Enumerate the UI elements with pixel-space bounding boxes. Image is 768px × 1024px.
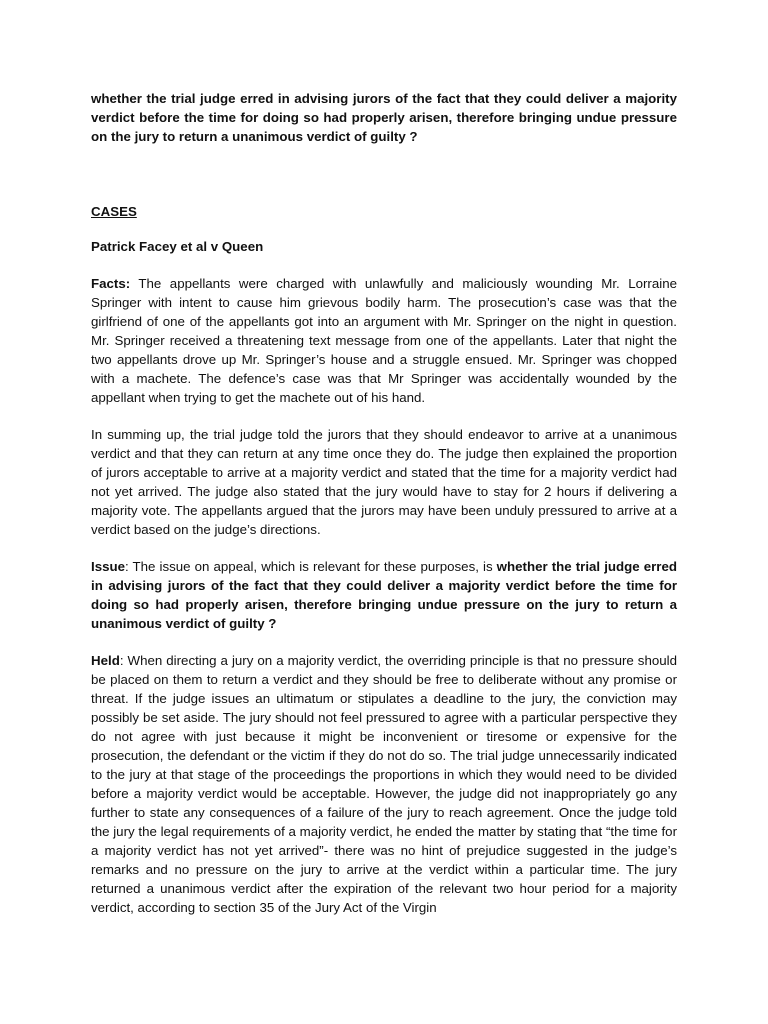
section-heading-cases: CASES: [91, 204, 137, 219]
facts-paragraph: [91, 274, 677, 407]
summing-up-paragraph: In summing up, the trial judge told the jurors that they should endeavor to arrive at a unanimous verdict and that they can return at any time once they do. The judge then explained the proportion of jurors acceptable to arrive at a majority verdict and stated that the time for a majority verdict had not yet arrived. The judge also stated that the jury would have to stay for 2 hours if delivering a majority vote. The appellants argued that the jurors may have been unduly pressured to arrive at a verdict based on the judge’s directions.: [91, 427, 677, 537]
intro-question: whether the trial judge erred in advising jurors of the fact that they could deliver a majority verdict before the time for doing so had properly arisen, therefore bringing undue pressure on the jury to return a unanimous verdict of guilty ?: [91, 91, 677, 144]
document-page: [91, 89, 677, 935]
issue-paragraph: [91, 557, 677, 633]
facts-label: Facts:: [91, 276, 131, 291]
held-text: : When directing a jury on a majority verdict, the overriding principle is that no pressure should be placed on them to return a verdict and they should be free to deliberate without any promise or threat. If the judge issues an ultimatum or stipulates a deadline to the jury, the conviction may possibly be set aside. The jury should not feel pressured to agree with a particular perspective they do not agree with just because it might be inconvenient or tiresome or expensive for the prosecution, the defendant or the victim if they do not do so. The trial judge unnecessarily indicated to the jury at that stage of the proceedings the proportions in which they would need to be divided before a majority verdict would be acceptable. However, the judge did not inappropriately go any further to state any consequences of a failure of the jury to reach agreement. Once the judge told the jury the legal requirements of a majority verdict, he ended the matter by stating that “the time for a majority verdict has not yet arrived”- there was no hint of prejudice suggested in the judge’s remarks and no pressure on the jury to arrive at the verdict within a particular time. The jury returned a unanimous verdict after the expiration of the relevant two hour period for a majority verdict, according to section 35 of the Jury Act of the Virgin: [91, 653, 677, 915]
issue-label: Issue: [91, 559, 126, 574]
case-title: Patrick Facey et al v Queen: [91, 239, 264, 254]
held-label: Held: [91, 653, 120, 668]
issue-bold-text: whether the trial judge erred in advising jurors of the fact that they could deliver a majority verdict before the time for doing so had properly arisen, therefore bringing undue pressure on the jury to return a unanimous verdict of guilty ?: [91, 559, 677, 631]
held-paragraph: [91, 651, 677, 917]
facts-text: The appellants were charged with unlawfully and maliciously wounding Mr. Lorraine Springer with intent to cause him grievous bodily harm. The prosecution’s case was that the girlfriend of one of the appellants got into an argument with Mr. Springer on the night in question. Mr. Springer received a threatening text message from one of the appellants. Later that night the two appellants drove up Mr. Springer’s house and a struggle ensued. Mr. Springer was chopped with a machete. The defence’s case was that Mr Springer was accidentally wounded by the appellant when trying to get the machete out of his hand.: [91, 276, 677, 405]
issue-text: : The issue on appeal, which is relevant for these purposes, is: [125, 559, 497, 574]
